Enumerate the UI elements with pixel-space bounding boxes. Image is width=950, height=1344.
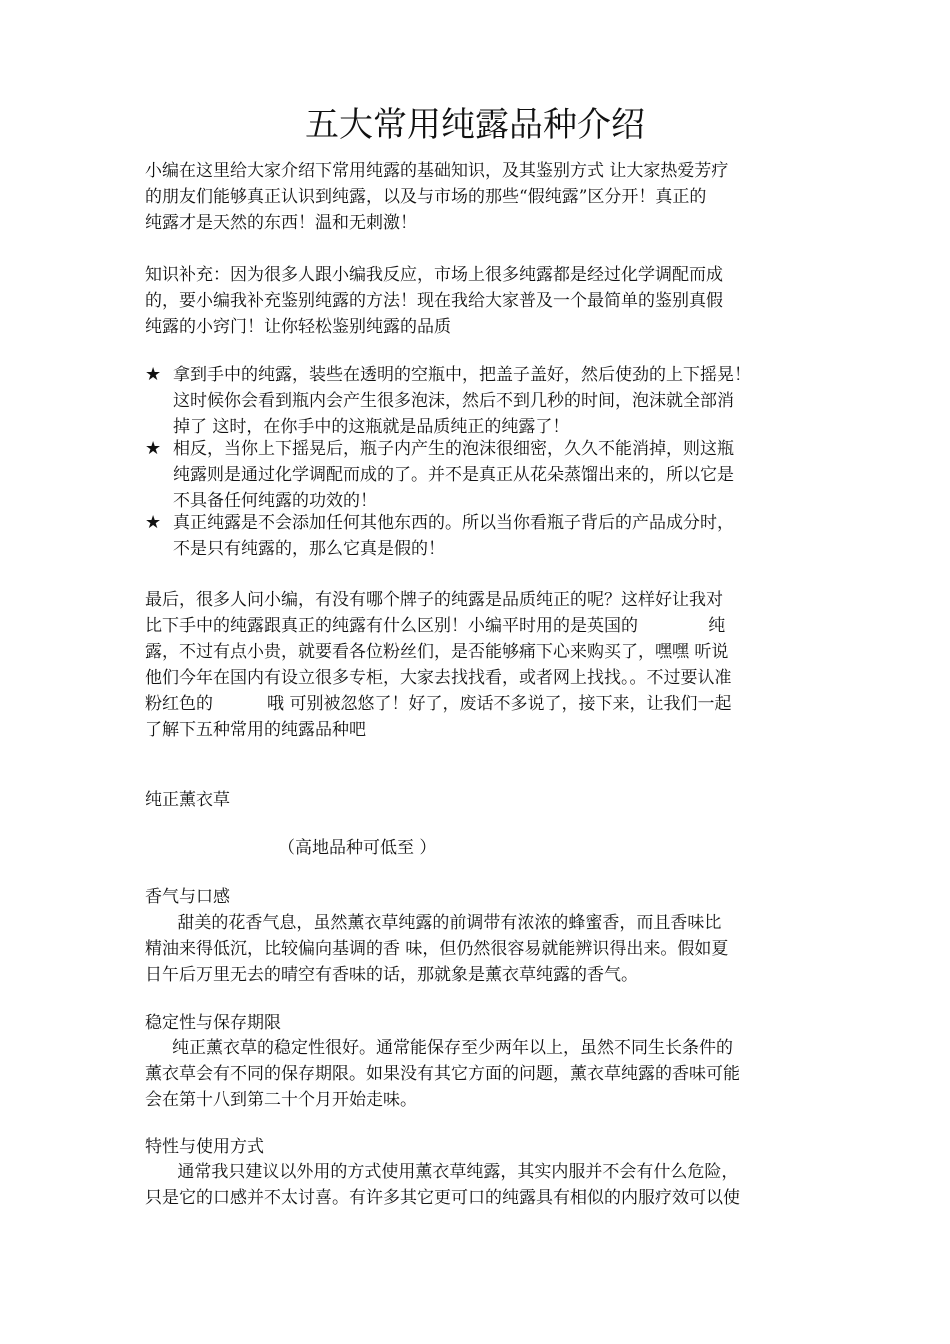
section-line: 甜美的花香气息，虽然薰衣草纯露的前调带有浓浓的蜂蜜香，而且香味比 [145,913,722,933]
section-line: 纯正薰衣草的稳定性很好。通常能保存至少两年以上，虽然不同生长条件的 [145,1038,734,1058]
section-body [145,1035,810,1113]
bullet-line: 不是只有纯露的，那么它真是假的！ [173,539,445,559]
bullet-item [145,436,810,514]
section-line: 只是它的口感并不太讨喜。有许多其它更可口的纯露具有相似的内服疗效可以使 [145,1188,740,1208]
section-line: 精油来得低沉，比较偏向基调的香 味，但仍然很容易就能辨识得出来。假如夏 [145,939,729,959]
section-line: 通常我只建议以外用的方式使用薰衣草纯露，其实内服并不会有什么危险， [145,1162,739,1182]
section-body [145,910,810,988]
page-title: 五大常用纯露品种介绍 [305,105,645,145]
closing-line: 他们今年在国内有设立很多专柜，大家去找找看，或者网上找找。。不过要认准 [145,668,732,688]
closing-line: 露，不过有点小贵，就要看各位粉丝们，是否能够痛下心来购买了，嘿嘿 听说 [145,642,729,662]
intro-line: 的朋友们能够真正认识到纯露，以及与市场的那些“假纯露”区分开！真正的 [145,187,707,207]
star-bullet-icon: ★ [145,512,162,533]
star-bullet-icon: ★ [145,438,162,459]
star-bullet-icon: ★ [145,364,162,385]
intro-paragraph [145,158,810,236]
closing-line: 比下手中的纯露跟真正的纯露有什么区别！小编平时用的是英国的 纯 [145,616,726,636]
bullet-line: 真正纯露是不会添加任何其他东西的。所以当你看瓶子背后的产品成分时， [173,513,734,533]
bullet-item [145,510,810,562]
bullet-line: 纯露则是通过化学调配而成的了。并不是真正从花朵蒸馏出来的，所以它是 [173,465,734,485]
bullet-line: 相反，当你上下摇晃后，瓶子内产生的泡沫很细密，久久不能消掉，则这瓶 [173,439,734,459]
section-line: 日午后万里无去的晴空有香味的话，那就象是薰衣草纯露的香气。 [145,965,638,985]
intro-line: 小编在这里给大家介绍下常用纯露的基础知识，及其鉴别方式 让大家热爱芳疗 [145,161,729,181]
supplement-line: 纯露的小窍门！让你轻松鉴别纯露的品质 [145,317,451,337]
supplement-line: 知识补充：因为很多人跟小编我反应，市场上很多纯露都是经过化学调配而成 [145,265,723,285]
intro-line: 纯露才是天然的东西！温和无刺激！ [145,213,417,233]
section-heading: 特性与使用方式 [145,1137,264,1157]
section-body [145,1159,810,1211]
section-line: 会在第十八到第二十个月开始走味。 [145,1090,417,1110]
supplement-paragraph [145,262,810,340]
section-heading: 香气与口感 [145,887,230,907]
bullet-line: 拿到手中的纯露，装些在透明的空瓶中，把盖子盖好，然后使劲的上下摇晃！ [173,365,751,385]
lavender-subtitle: （高地品种可低至 ） [278,838,437,858]
closing-line: 最后，很多人问小编，有没有哪个牌子的纯露是品质纯正的呢？这样好让我对 [145,590,723,610]
bullet-item [145,362,810,440]
bullet-line: 掉了 这时，在你手中的这瓶就是品质纯正的纯露了！ [173,417,570,437]
bullet-line: 不具备任何纯露的功效的！ [173,491,377,511]
closing-paragraph [145,587,810,743]
closing-line: 了解下五种常用的纯露品种吧 [145,720,366,740]
supplement-line: 的，要小编我补充鉴别纯露的方法！现在我给大家普及一个最简单的鉴别真假 [145,291,723,311]
bullet-line: 这时候你会看到瓶内会产生很多泡沫，然后不到几秒的时间，泡沫就全部消 [173,391,734,411]
section-line: 薰衣草会有不同的保存期限。如果没有其它方面的问题，薰衣草纯露的香味可能 [145,1064,740,1084]
closing-line: 粉红色的 哦 可别被忽悠了！好了，废话不多说了，接下来，让我们一起 [145,694,732,714]
section-heading: 稳定性与保存期限 [145,1013,281,1033]
lavender-name: 纯正薰衣草 [145,790,230,810]
